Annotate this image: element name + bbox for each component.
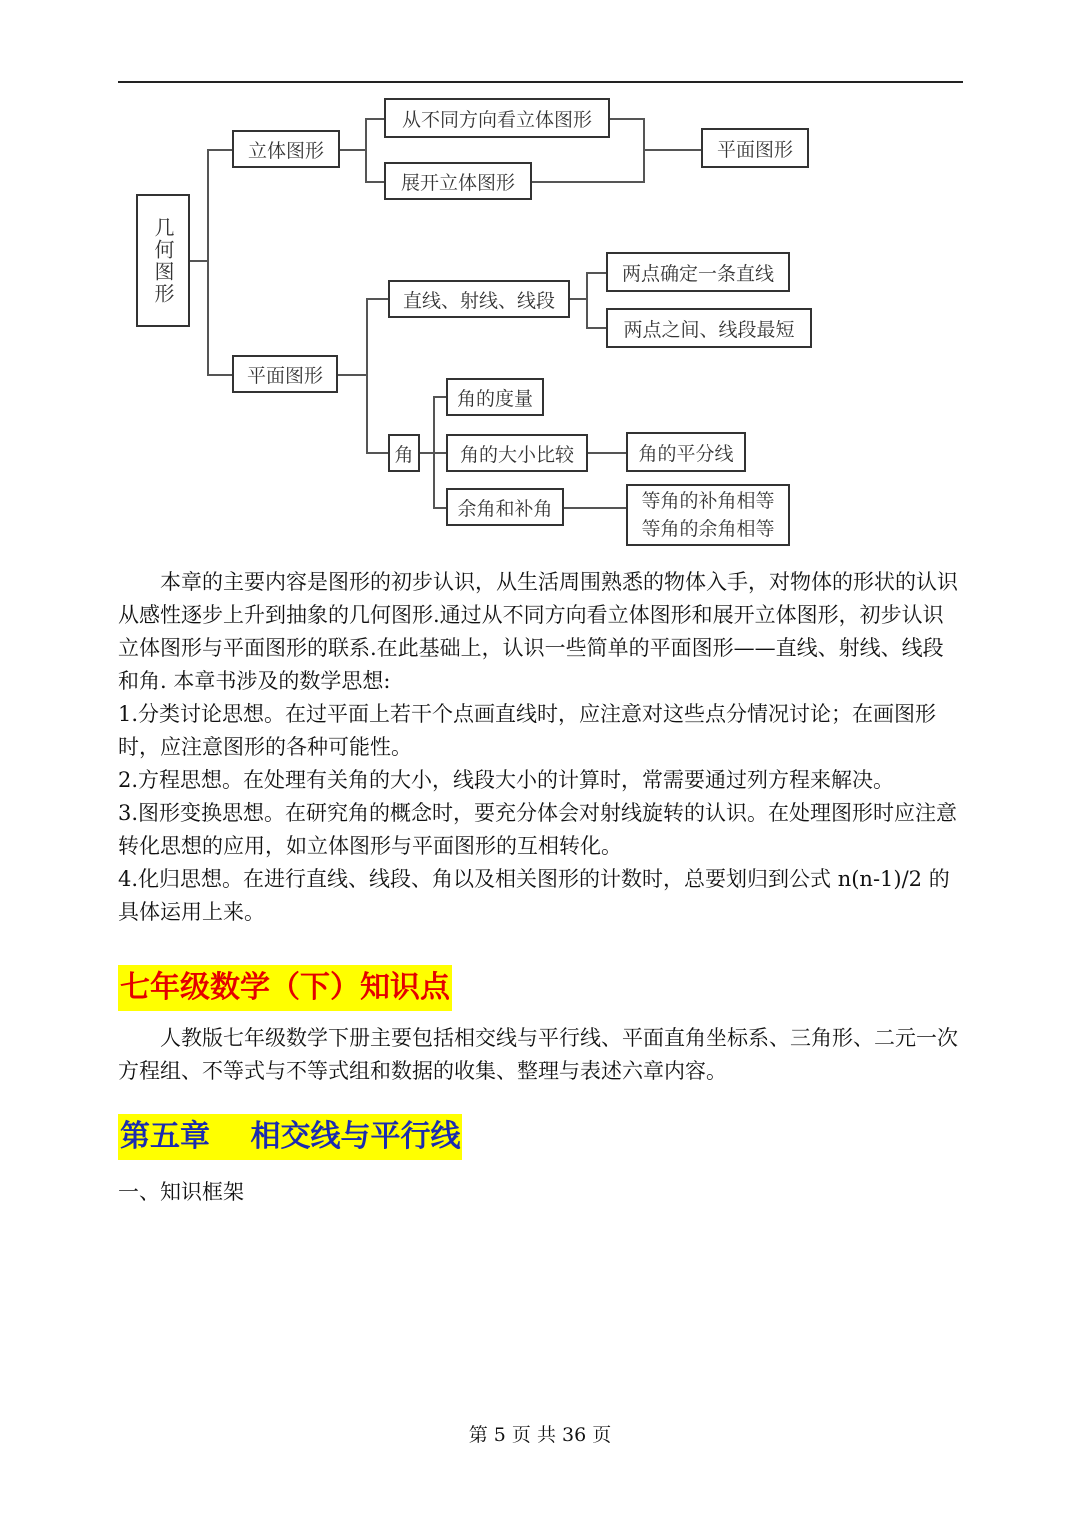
connector (365, 181, 385, 183)
knowledge-framework-heading: 一、知识框架 (118, 1180, 244, 1204)
connector (586, 272, 588, 328)
equal-supplements-label: 等角的补角相等 (641, 490, 775, 512)
two-points-line-label: 两点确定一条直线 (621, 262, 774, 285)
connector (340, 149, 367, 151)
connector (338, 374, 368, 376)
connector (207, 149, 209, 375)
angle-compare-label: 角的大小比较 (459, 443, 574, 466)
root-label: 几何图形 (151, 216, 175, 305)
root-box (136, 194, 190, 327)
angle-measure-box (446, 378, 544, 416)
solid-result-box (701, 128, 809, 168)
connector (588, 452, 626, 454)
connector (433, 396, 446, 398)
connector (532, 181, 645, 183)
angle-bisector-label: 角的平分线 (638, 442, 734, 465)
section-title: 七年级数学（下）知识点 (118, 965, 452, 1011)
chapter-summary: 本章的主要内容是图形的初步认识，从生活周围熟悉的物体入手，对物体的形状的认识从感性逐步上升到抽象的几何图形.通过从不同方向看立体图形和展开立体图形，初步认识立体图形与平面图形的联系.在此基础上，认识一些简单的平面图形——直线、射线、线段和角. 本章书涉及的数学思想: (118, 570, 958, 693)
two-points-line-box (606, 252, 790, 292)
line-ray-segment-box (388, 280, 570, 318)
complement-supplement-label: 余角和补角 (457, 497, 553, 520)
connector (365, 118, 385, 120)
equal-complements-label: 等角的余角相等 (641, 518, 775, 540)
angle-box (388, 434, 420, 472)
equal-angles-box (626, 484, 790, 546)
plane-figure-label: 平面图形 (246, 364, 323, 387)
connector (564, 507, 626, 509)
connector (365, 118, 367, 182)
page-number: 第 5 页 共 36 页 (468, 1424, 612, 1446)
connector (366, 298, 368, 453)
unfold-solid-label: 展开立体图形 (400, 171, 515, 194)
connector (610, 118, 645, 120)
thought-item-3: 3.图形变换思想。在研究角的概念时，要充分体会对射线旋转的认识。在处理图形时应注意转化思想的应用，如立体图形与平面图形的互相转化。 (118, 801, 958, 858)
angle-compare-box (446, 434, 588, 472)
section-intro: 人教版七年级数学下册主要包括相交线与平行线、平面直角坐标系、三角形、二元一次方程组、不等式与不等式组和数据的收集、整理与表述六章内容。 (118, 1026, 958, 1083)
angle-bisector-box (626, 432, 746, 472)
connector (643, 149, 701, 151)
angle-measure-label: 角的度量 (456, 387, 533, 410)
solid-figure-box (232, 130, 340, 168)
angle-label: 角 (394, 443, 414, 466)
header-rule (118, 81, 963, 83)
view-from-directions-label: 从不同方向看立体图形 (401, 108, 592, 131)
line-ray-segment-label: 直线、射线、线段 (402, 289, 555, 312)
thought-item-1: 1.分类讨论思想。在过平面上若干个点画直线时，应注意对这些点分情况讨论；在画图形时，应注意图形的各种可能性。 (118, 702, 937, 759)
thought-item-4: 4.化归思想。在进行直线、线段、角以及相关图形的计数时，总要划归到公式 n(n-1)/2 的具体运用上来。 (118, 867, 950, 924)
connector (366, 452, 388, 454)
connector (433, 452, 446, 454)
solid-result-label: 平面图形 (716, 138, 793, 161)
connector (366, 298, 388, 300)
connector (189, 260, 209, 262)
chapter-title: 第五章 相交线与平行线 (118, 1114, 462, 1160)
connector (433, 507, 446, 509)
shortest-segment-box (606, 308, 812, 348)
unfold-solid-box (384, 162, 532, 200)
connector (207, 374, 233, 376)
plane-figure-box (232, 355, 338, 393)
complement-supplement-box (446, 488, 564, 526)
view-from-directions-box (384, 98, 610, 138)
connector (207, 149, 233, 151)
thought-item-2: 2.方程思想。在处理有关角的大小，线段大小的计算时，常需要通过列方程来解决。 (118, 768, 895, 792)
connector (586, 327, 606, 329)
solid-figure-label: 立体图形 (247, 139, 324, 162)
shortest-segment-label: 两点之间、线段最短 (623, 318, 795, 341)
connector (586, 272, 606, 274)
